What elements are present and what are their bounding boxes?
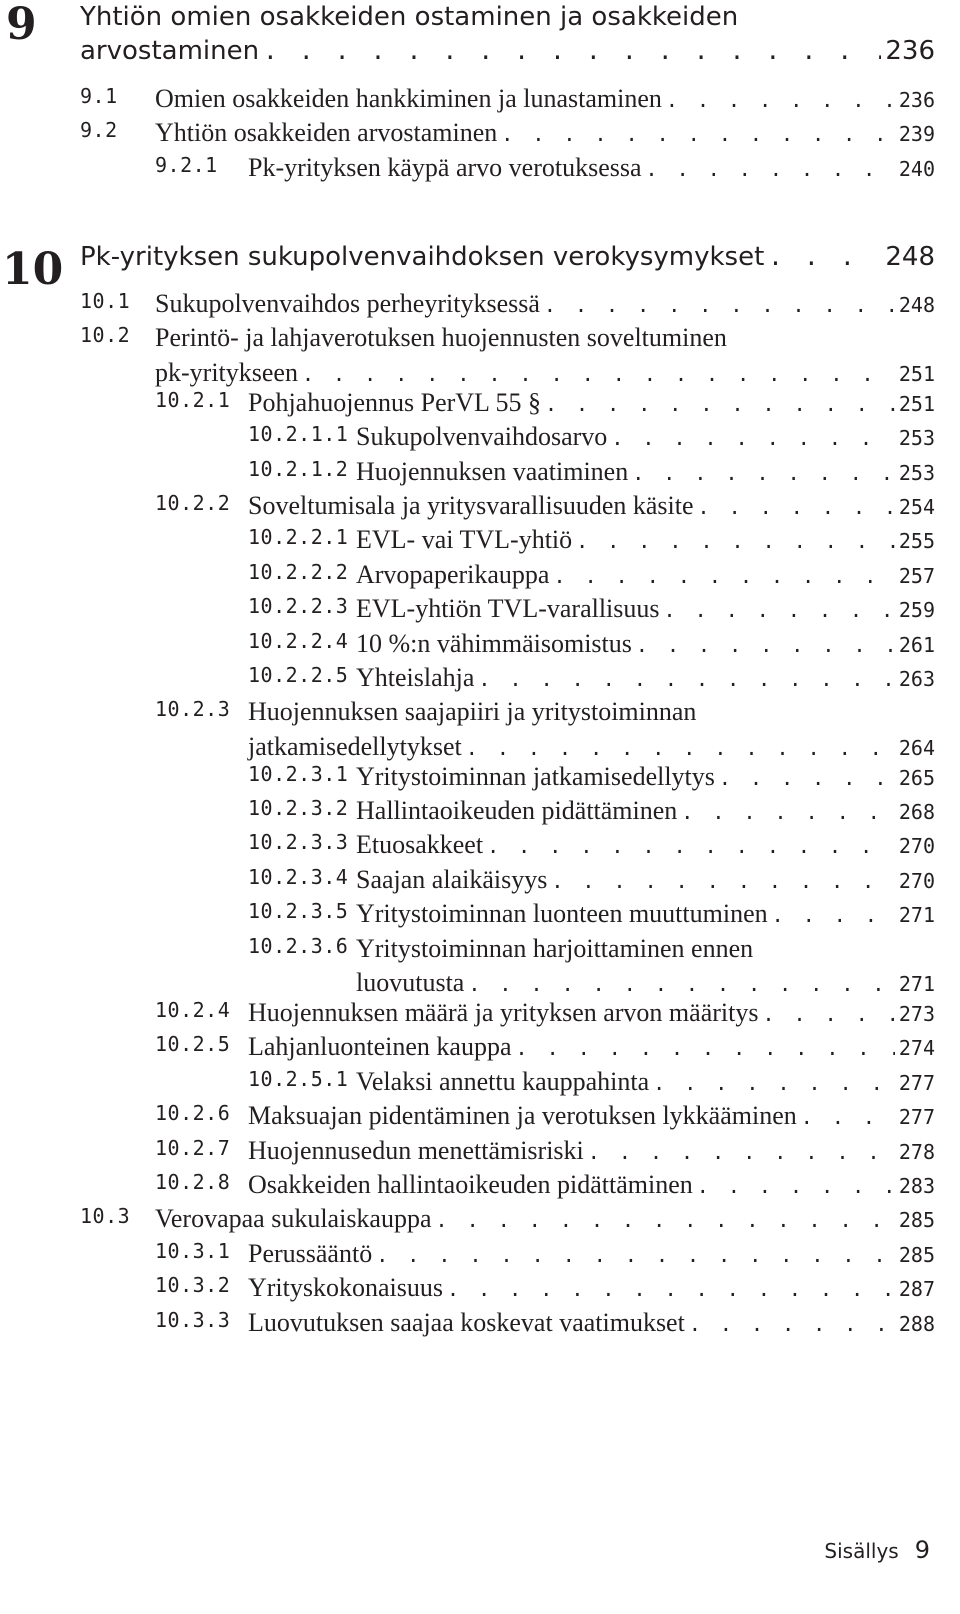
section-title: Hallintaoikeuden pidättäminen xyxy=(356,796,678,826)
toc-entry[interactable] xyxy=(80,1239,935,1273)
leader-dots xyxy=(466,736,895,760)
leader-dots xyxy=(553,564,894,588)
chapter-title-line1: Yhtiön omien osakkeiden ostaminen ja osakkeiden xyxy=(80,2,739,32)
chapter-9-block xyxy=(80,0,935,187)
section-title: EVL-yhtiön TVL-varallisuus xyxy=(356,594,660,624)
section-number: 10.2.7 xyxy=(155,1135,231,1160)
toc-entry[interactable] xyxy=(80,153,935,187)
toc-entry[interactable] xyxy=(80,1032,935,1066)
section-number: 10.2.2.4 xyxy=(248,628,349,653)
toc-entry[interactable] xyxy=(80,697,935,761)
section-number: 9.1 xyxy=(80,84,118,108)
section-number: 10.2.2 xyxy=(155,490,231,515)
leader-dots xyxy=(653,1071,895,1095)
toc-entry[interactable] xyxy=(80,1136,935,1170)
section-number: 10.3 xyxy=(80,1204,131,1229)
section-title: Pk-yrityksen käypä arvo verotuksessa xyxy=(248,152,642,182)
section-number: 10.2 xyxy=(80,323,131,348)
page-number: 263 xyxy=(898,666,935,691)
toc-entry[interactable] xyxy=(80,899,935,933)
page-number: 287 xyxy=(898,1277,935,1302)
page-number: 285 xyxy=(898,1242,935,1267)
toc-entry[interactable] xyxy=(80,796,935,830)
page-number: 264 xyxy=(898,735,935,760)
section-number: 10.2.3.3 xyxy=(248,830,349,855)
toc-entry[interactable] xyxy=(80,830,935,864)
chapter-title[interactable] xyxy=(80,0,935,68)
section-title: Maksuajan pidentäminen ja verotuksen lykkääminen xyxy=(248,1101,797,1131)
page-number: 278 xyxy=(898,1139,935,1164)
page-number: 285 xyxy=(898,1208,935,1233)
section-title: Perussääntö xyxy=(248,1238,373,1268)
toc-entry[interactable] xyxy=(80,1101,935,1135)
page-number: 268 xyxy=(898,800,935,825)
page-footer xyxy=(824,1536,930,1564)
toc-entry[interactable] xyxy=(80,594,935,628)
page-number: 240 xyxy=(898,156,935,181)
leader-dots xyxy=(689,1312,895,1336)
section-number: 10.2.1.2 xyxy=(248,456,349,481)
toc-entry[interactable] xyxy=(80,1170,935,1204)
section-title: Perintö- ja lahjaverotuksen huojennusten soveltuminen xyxy=(155,323,727,353)
page-number: 253 xyxy=(898,460,935,485)
page-number: 251 xyxy=(898,391,935,416)
page-number: 271 xyxy=(898,903,935,928)
page-number: 254 xyxy=(898,494,935,519)
toc-entry[interactable] xyxy=(80,560,935,594)
toc-entry[interactable] xyxy=(80,525,935,559)
leader-dots xyxy=(666,88,895,112)
leader-dots xyxy=(447,1277,895,1301)
page-number: 239 xyxy=(898,122,935,147)
toc-entry[interactable] xyxy=(80,422,935,456)
section-number: 10.2.6 xyxy=(155,1101,231,1126)
leader-dots xyxy=(719,766,895,790)
section-number: 10.2.2.2 xyxy=(248,559,349,584)
section-number: 10.3.1 xyxy=(155,1238,231,1263)
leader-dots xyxy=(516,1036,895,1060)
chapter-10-block xyxy=(80,240,935,1342)
section-title: Etuosakkeet xyxy=(356,830,484,860)
section-title: jatkamisedellytykset xyxy=(248,731,462,761)
section-title: Lahjanluonteinen kauppa xyxy=(248,1032,512,1062)
toc-entry[interactable] xyxy=(80,491,935,525)
toc-entry[interactable] xyxy=(80,118,935,152)
page-number: 270 xyxy=(898,834,935,859)
leader-dots xyxy=(697,1174,895,1198)
section-number: 10.2.3.6 xyxy=(248,933,349,958)
section-number: 10.1 xyxy=(80,289,131,313)
leader-dots xyxy=(544,293,895,317)
section-title: Yhteislahja xyxy=(356,662,475,692)
toc-entry[interactable] xyxy=(80,663,935,697)
page-number: 251 xyxy=(898,361,935,386)
section-number: 10.2.1 xyxy=(155,387,231,412)
chapter-title-line2: arvostaminen xyxy=(80,36,260,66)
section-number: 10.2.3.4 xyxy=(248,864,349,889)
leader-dots xyxy=(478,667,894,691)
section-title: Velaksi annettu kauppahinta xyxy=(356,1066,650,1096)
leader-dots xyxy=(551,869,895,893)
section-title: pk-yritykseen xyxy=(155,357,298,387)
leader-dots xyxy=(636,633,895,657)
section-title: luovutusta xyxy=(356,968,465,998)
page-number: 270 xyxy=(898,868,935,893)
leader-dots xyxy=(762,1002,894,1026)
section-title: Osakkeiden hallintaoikeuden pidättäminen xyxy=(248,1169,693,1199)
footer-label: Sisällys xyxy=(824,1539,899,1563)
section-title: EVL- vai TVL-yhtiö xyxy=(356,525,573,555)
chapter-title[interactable] xyxy=(80,240,935,274)
section-title: Yritystoiminnan luonteen muuttuminen xyxy=(356,899,768,929)
toc-entry[interactable] xyxy=(80,865,935,899)
section-title: Luovutuksen saajaa koskevat vaatimukset xyxy=(248,1307,685,1337)
toc-entry[interactable] xyxy=(80,1308,935,1342)
section-title: Arvopaperikauppa xyxy=(356,559,550,589)
toc-entry[interactable] xyxy=(80,1067,935,1101)
leader-dots xyxy=(545,392,895,416)
section-title: Yritystoiminnan jatkamisedellytys xyxy=(356,761,715,791)
page-number: 271 xyxy=(898,972,935,997)
section-number: 10.2.3 xyxy=(155,697,231,722)
section-title: Sukupolvenvaihdos perheyrityksessä xyxy=(155,289,540,318)
chapter-number: 9 xyxy=(6,0,37,50)
section-number: 10.2.3.2 xyxy=(248,796,349,821)
footer-page-number: 9 xyxy=(914,1536,930,1564)
section-title: Huojennuksen määrä ja yrityksen arvon määritys xyxy=(248,998,759,1028)
toc-entry[interactable] xyxy=(80,84,935,118)
section-title: Huojennusedun menettämisriski xyxy=(248,1135,584,1165)
page-number: 277 xyxy=(898,1105,935,1130)
toc-entry[interactable] xyxy=(80,388,935,422)
leader-dots xyxy=(468,972,895,996)
page-number: 257 xyxy=(898,563,935,588)
section-title: Yritystoiminnan harjoittaminen ennen xyxy=(356,933,754,963)
page-number: 274 xyxy=(898,1036,935,1061)
toc-entry[interactable] xyxy=(80,1204,935,1238)
section-number: 10.3.2 xyxy=(155,1273,231,1298)
leader-dots xyxy=(436,1208,895,1232)
section-title: Yhtiön osakkeiden arvostaminen xyxy=(155,118,498,148)
section-title: 10 %:n vähimmäisomistus xyxy=(356,628,632,658)
section-number: 10.2.5 xyxy=(155,1032,231,1057)
page-number: 288 xyxy=(898,1311,935,1336)
page-number: 248 xyxy=(885,242,935,272)
leader-dots xyxy=(263,34,881,68)
page-number: 236 xyxy=(885,36,935,66)
page-number: 236 xyxy=(898,88,935,112)
leader-dots xyxy=(501,122,895,146)
section-number: 10.2.1.1 xyxy=(248,422,349,447)
section-title: Verovapaa sukulaiskauppa xyxy=(155,1204,432,1234)
section-number: 10.2.2.1 xyxy=(248,525,349,550)
toc-entry[interactable] xyxy=(80,1273,935,1307)
toc-entry[interactable] xyxy=(80,457,935,491)
toc-entry[interactable] xyxy=(80,323,935,387)
section-title: Omien osakkeiden hankkiminen ja lunastaminen xyxy=(155,84,662,113)
page-number: 255 xyxy=(898,529,935,554)
section-number: 10.3.3 xyxy=(155,1307,231,1332)
section-number: 10.2.4 xyxy=(155,998,231,1023)
toc-entry[interactable] xyxy=(80,998,935,1032)
page-number: 261 xyxy=(898,632,935,657)
section-number: 10.2.8 xyxy=(155,1169,231,1194)
leader-dots xyxy=(611,426,895,450)
leader-dots xyxy=(576,529,895,553)
page-number: 259 xyxy=(898,598,935,623)
toc-entry[interactable] xyxy=(80,289,935,323)
leader-dots xyxy=(801,1105,895,1129)
section-title: Huojennuksen saajapiiri ja yritystoiminnan xyxy=(248,697,697,727)
section-number: 9.2 xyxy=(80,118,118,143)
page-number: 273 xyxy=(898,1002,935,1027)
section-number: 10.2.5.1 xyxy=(248,1066,349,1091)
page-number: 265 xyxy=(898,765,935,790)
section-number: 10.2.2.3 xyxy=(248,594,349,619)
section-number: 10.2.2.5 xyxy=(248,662,349,687)
page-number: 277 xyxy=(898,1070,935,1095)
toc-entry[interactable] xyxy=(80,629,935,663)
section-title: Yrityskokonaisuus xyxy=(248,1273,443,1303)
section-title: Saajan alaikäisyys xyxy=(356,864,548,894)
leader-dots xyxy=(302,362,895,386)
leader-dots xyxy=(681,800,895,824)
section-number: 9.2.1 xyxy=(155,152,218,177)
leader-dots xyxy=(664,598,895,622)
page-number: 248 xyxy=(898,293,935,317)
page-number: 283 xyxy=(898,1173,935,1198)
section-number: 10.2.3.5 xyxy=(248,899,349,924)
leader-dots xyxy=(646,157,895,181)
section-number: 10.2.3.1 xyxy=(248,761,349,786)
leader-dots xyxy=(698,495,895,519)
section-title: Pohjahuojennus PerVL 55 § xyxy=(248,387,541,417)
leader-dots xyxy=(487,834,895,858)
leader-dots xyxy=(376,1243,895,1267)
leader-dots xyxy=(632,461,895,485)
section-title: Sukupolvenvaihdosarvo xyxy=(356,422,608,452)
leader-dots xyxy=(588,1140,895,1164)
section-title: Soveltumisala ja yritysvarallisuuden käsite xyxy=(248,490,694,520)
chapter-title-line1: Pk-yrityksen sukupolvenvaihdoksen verokysymykset xyxy=(80,242,765,272)
section-title: Huojennuksen vaatiminen xyxy=(356,456,629,486)
leader-dots xyxy=(768,240,881,274)
chapter-number: 10 xyxy=(2,244,64,295)
toc-entry[interactable] xyxy=(80,762,935,796)
page-number: 253 xyxy=(898,426,935,451)
leader-dots xyxy=(772,903,895,927)
toc-entry[interactable] xyxy=(80,934,935,998)
